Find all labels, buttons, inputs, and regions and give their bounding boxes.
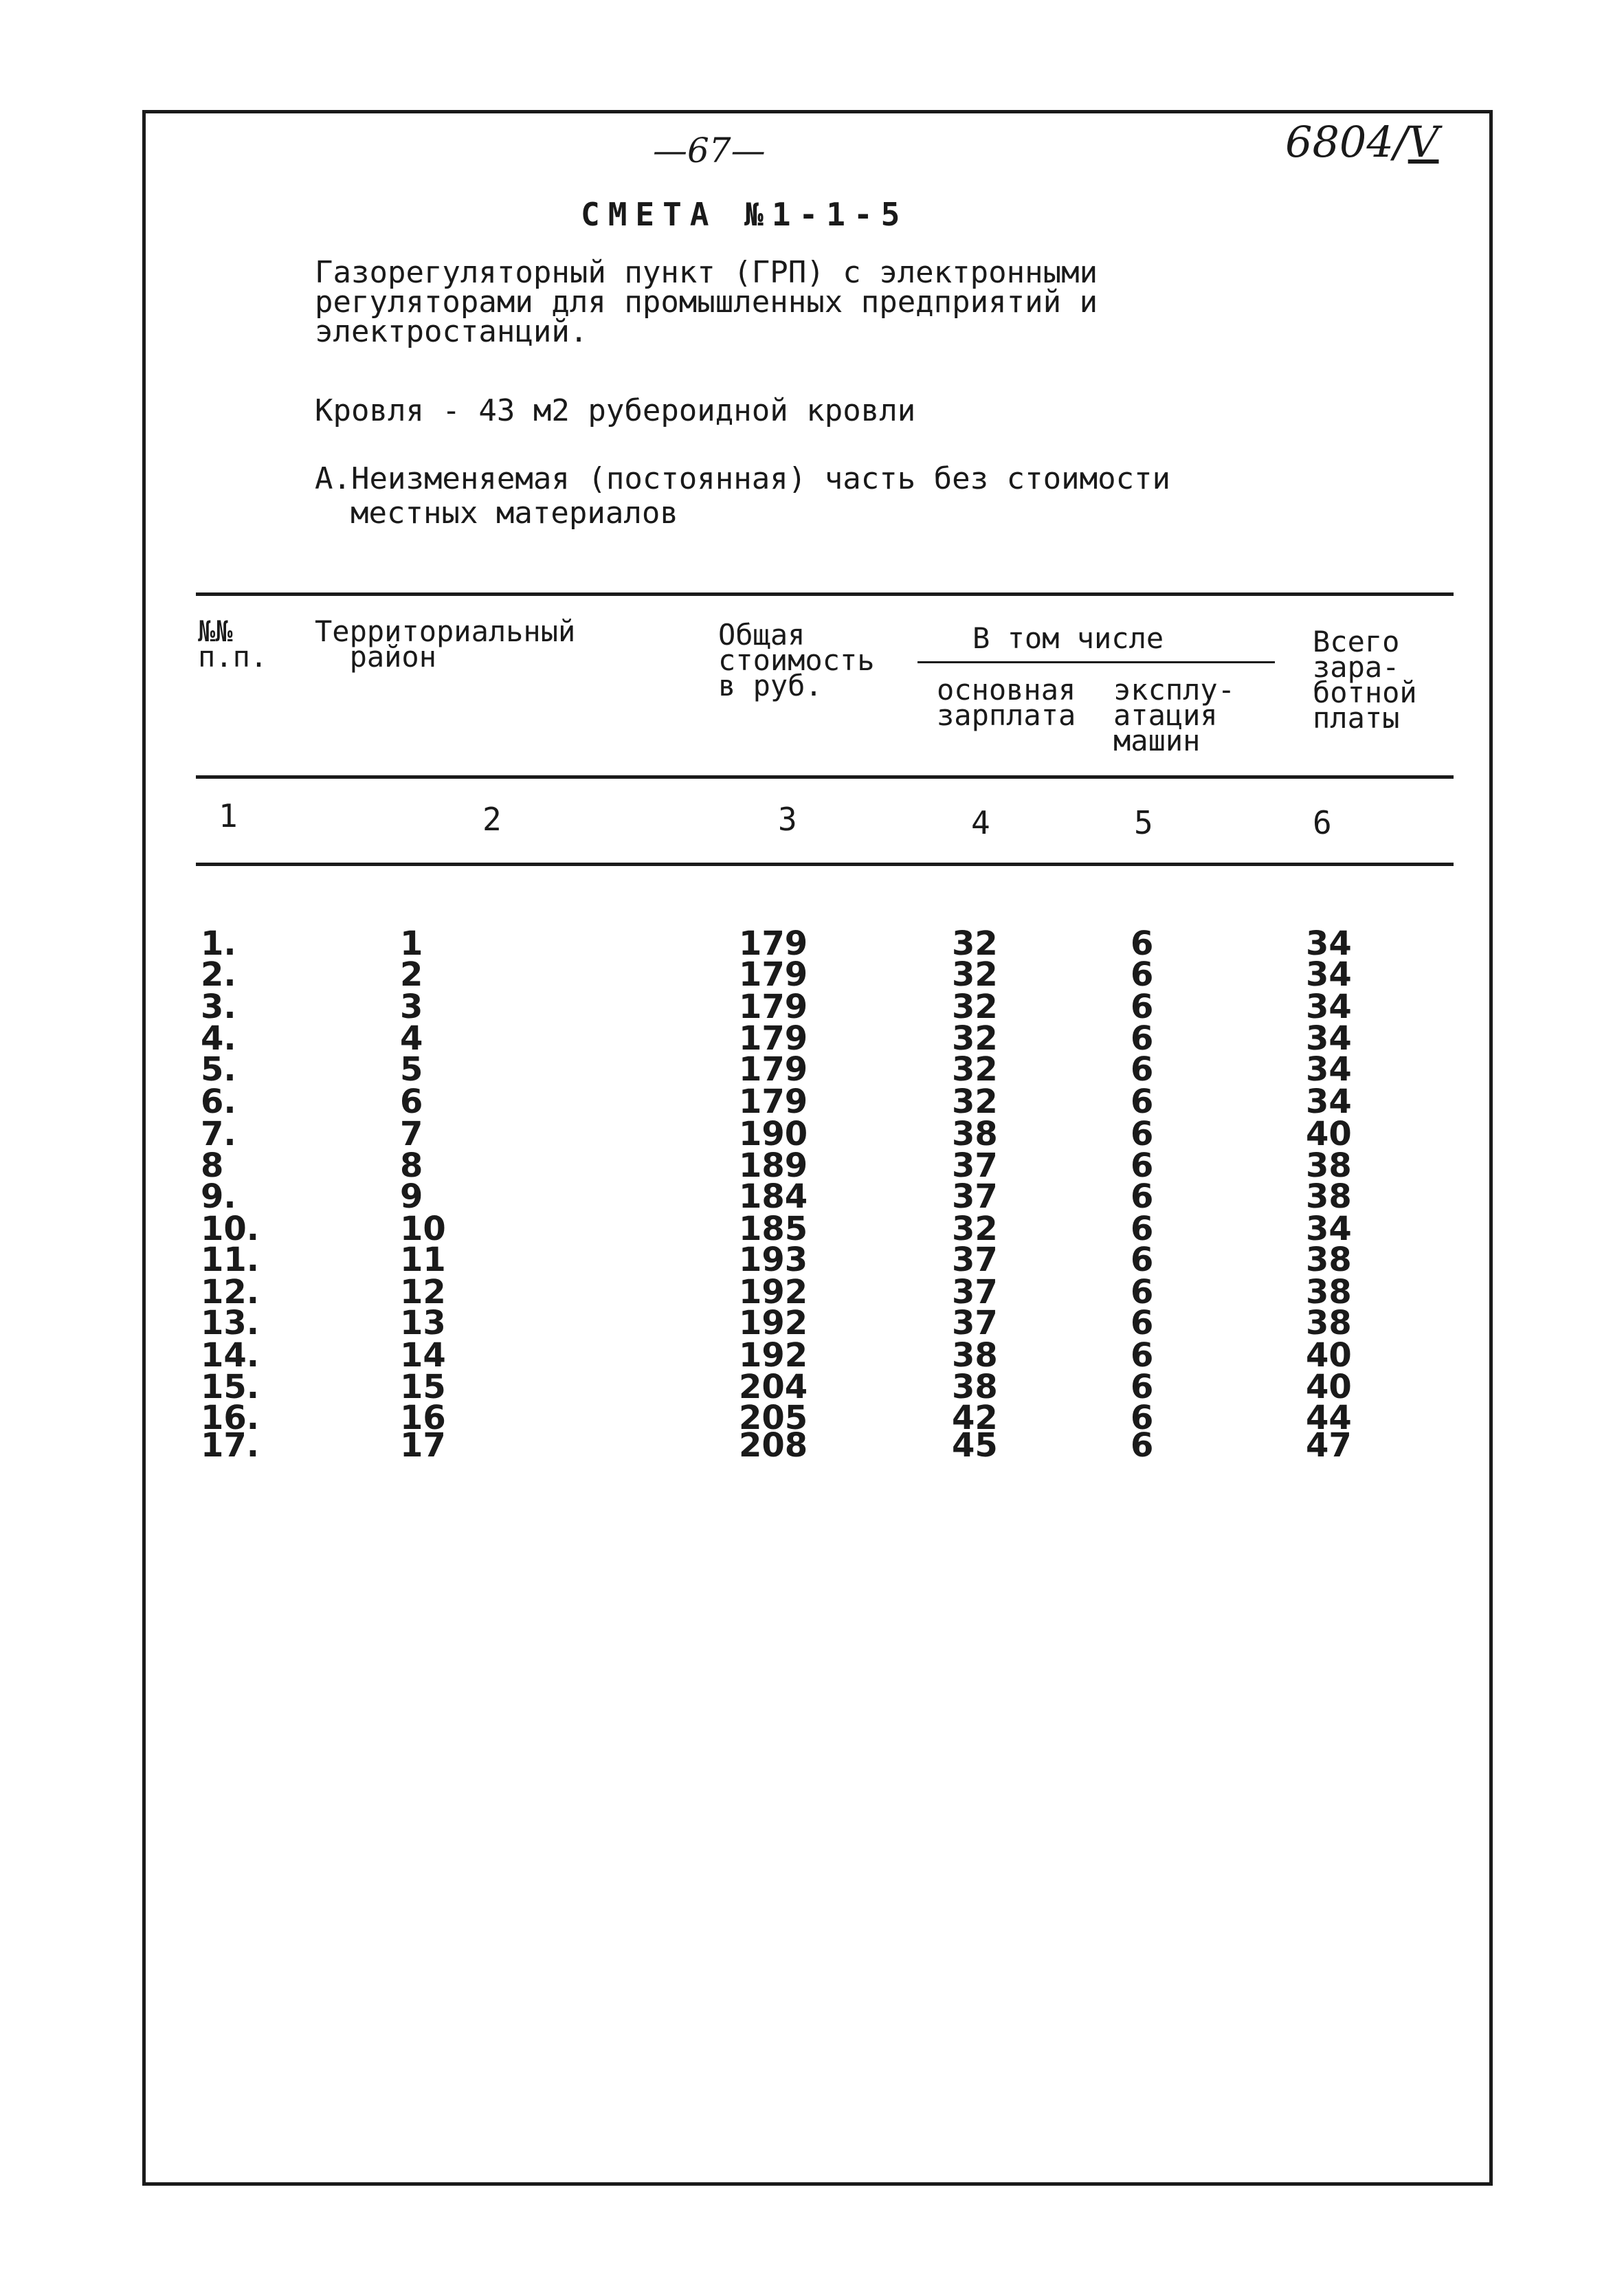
- header-total-wages: Всего зара- ботной платы: [1313, 625, 1417, 735]
- machine-cell: 6: [1131, 1050, 1154, 1089]
- column-number: 4: [971, 804, 990, 841]
- row-number: 12.: [201, 1273, 260, 1311]
- total-cost-cell: 184: [739, 1177, 808, 1216]
- column-numbers-rule: [196, 863, 1454, 866]
- part-heading: А.Неизменяемая (постоянная) часть без стоимости местных материалов: [315, 461, 1171, 531]
- total-cost-cell: 192: [739, 1304, 808, 1342]
- district-cell: 6: [400, 1083, 423, 1121]
- row-number: 8: [201, 1146, 224, 1185]
- total-wages-cell: 34: [1306, 1083, 1352, 1121]
- salary-cell: 45: [952, 1426, 998, 1465]
- district-cell: 5: [400, 1050, 423, 1089]
- total-cost-cell: 205: [739, 1399, 808, 1437]
- total-cost-cell: 193: [739, 1241, 808, 1279]
- district-cell: 17: [400, 1426, 446, 1465]
- machine-cell: 6: [1131, 988, 1154, 1026]
- salary-cell: 37: [952, 1177, 998, 1216]
- district-cell: 4: [400, 1019, 423, 1058]
- district-cell: 15: [400, 1368, 446, 1406]
- salary-cell: 42: [952, 1399, 998, 1437]
- machine-cell: 6: [1131, 1083, 1154, 1121]
- column-number: 3: [778, 801, 797, 838]
- row-number: 11.: [201, 1241, 260, 1279]
- district-cell: 3: [400, 988, 423, 1026]
- total-wages-cell: 40: [1306, 1336, 1352, 1375]
- total-wages-cell: 38: [1306, 1177, 1352, 1216]
- district-cell: 8: [400, 1146, 423, 1185]
- machine-cell: 6: [1131, 1368, 1154, 1406]
- estimate-title: СМЕТА №1-1-5: [581, 196, 909, 233]
- row-number: 4.: [201, 1019, 236, 1058]
- district-cell: 12: [400, 1273, 446, 1311]
- machine-cell: 6: [1131, 1273, 1154, 1311]
- page-number: —67—: [653, 131, 766, 170]
- salary-cell: 38: [952, 1336, 998, 1375]
- table-top-rule: [196, 592, 1454, 596]
- column-number: 2: [482, 801, 502, 838]
- header-total-cost: Общая стоимость в руб.: [718, 618, 875, 702]
- machine-cell: 6: [1131, 1177, 1154, 1216]
- total-wages-cell: 38: [1306, 1304, 1352, 1342]
- total-wages-cell: 34: [1306, 1210, 1352, 1248]
- machine-cell: 6: [1131, 1336, 1154, 1375]
- total-wages-cell: 40: [1306, 1115, 1352, 1153]
- header-including: В том числе: [972, 621, 1164, 655]
- district-cell: 9: [400, 1177, 423, 1216]
- row-number: 10.: [201, 1210, 260, 1248]
- machine-cell: 6: [1131, 955, 1154, 994]
- machine-cell: 6: [1131, 924, 1154, 963]
- total-cost-cell: 190: [739, 1115, 808, 1153]
- row-number: 13.: [201, 1304, 260, 1342]
- salary-cell: 32: [952, 1210, 998, 1248]
- object-description: Газорегуляторный пункт (ГРП) с электронными регуляторами для промышленных предприятий и электростанций.: [315, 255, 1098, 349]
- machine-cell: 6: [1131, 1146, 1154, 1185]
- machine-cell: 6: [1131, 1241, 1154, 1279]
- machine-cell: 6: [1131, 1304, 1154, 1342]
- document-code: 6804/V: [1285, 117, 1439, 167]
- column-number: 6: [1313, 804, 1332, 841]
- roof-line: Кровля - 43 м2 рубероидной кровли: [315, 393, 916, 428]
- document-code-suffix: V: [1408, 117, 1439, 167]
- salary-cell: 38: [952, 1368, 998, 1406]
- header-basic-salary: основная зарплата: [937, 673, 1076, 732]
- total-wages-cell: 38: [1306, 1146, 1352, 1185]
- total-wages-cell: 34: [1306, 988, 1352, 1026]
- salary-cell: 37: [952, 1146, 998, 1185]
- machine-cell: 6: [1131, 1115, 1154, 1153]
- total-wages-cell: 44: [1306, 1399, 1352, 1437]
- salary-cell: 32: [952, 1019, 998, 1058]
- district-cell: 1: [400, 924, 423, 963]
- total-wages-cell: 38: [1306, 1273, 1352, 1311]
- row-number: 2.: [201, 955, 236, 994]
- total-cost-cell: 179: [739, 955, 808, 994]
- salary-cell: 32: [952, 1083, 998, 1121]
- machine-cell: 6: [1131, 1426, 1154, 1465]
- total-cost-cell: 179: [739, 988, 808, 1026]
- header-machine-operation: эксплу- атация машин: [1113, 673, 1236, 757]
- district-cell: 11: [400, 1241, 446, 1279]
- total-wages-cell: 34: [1306, 955, 1352, 994]
- row-number: 6.: [201, 1083, 236, 1121]
- district-cell: 7: [400, 1115, 423, 1153]
- total-cost-cell: 179: [739, 1050, 808, 1089]
- row-number: 14.: [201, 1336, 260, 1375]
- salary-cell: 38: [952, 1115, 998, 1153]
- row-number: 3.: [201, 988, 236, 1026]
- salary-cell: 37: [952, 1304, 998, 1342]
- district-cell: 10: [400, 1210, 446, 1248]
- column-number: 5: [1134, 804, 1153, 841]
- total-cost-cell: 204: [739, 1368, 808, 1406]
- row-number: 9.: [201, 1177, 236, 1216]
- salary-cell: 32: [952, 955, 998, 994]
- total-cost-cell: 179: [739, 924, 808, 963]
- row-number: 15.: [201, 1368, 260, 1406]
- total-cost-cell: 179: [739, 1083, 808, 1121]
- total-cost-cell: 208: [739, 1426, 808, 1465]
- machine-cell: 6: [1131, 1210, 1154, 1248]
- salary-cell: 37: [952, 1273, 998, 1311]
- row-number: 5.: [201, 1050, 236, 1089]
- district-cell: 13: [400, 1304, 446, 1342]
- total-wages-cell: 40: [1306, 1368, 1352, 1406]
- header-no: №№ п.п.: [198, 614, 268, 674]
- header-bottom-rule: [196, 775, 1454, 779]
- total-wages-cell: 34: [1306, 1019, 1352, 1058]
- total-cost-cell: 179: [739, 1019, 808, 1058]
- total-wages-cell: 34: [1306, 924, 1352, 963]
- district-cell: 14: [400, 1336, 446, 1375]
- total-cost-cell: 192: [739, 1273, 808, 1311]
- row-number: 1.: [201, 924, 236, 963]
- total-wages-cell: 38: [1306, 1241, 1352, 1279]
- district-cell: 16: [400, 1399, 446, 1437]
- salary-cell: 32: [952, 1050, 998, 1089]
- total-cost-cell: 185: [739, 1210, 808, 1248]
- incl-underline: [917, 661, 1275, 663]
- row-number: 16.: [201, 1399, 260, 1437]
- salary-cell: 37: [952, 1241, 998, 1279]
- total-cost-cell: 192: [739, 1336, 808, 1375]
- machine-cell: 6: [1131, 1399, 1154, 1437]
- row-number: 7.: [201, 1115, 236, 1153]
- total-wages-cell: 34: [1306, 1050, 1352, 1089]
- machine-cell: 6: [1131, 1019, 1154, 1058]
- total-cost-cell: 189: [739, 1146, 808, 1185]
- total-wages-cell: 47: [1306, 1426, 1352, 1465]
- district-cell: 2: [400, 955, 423, 994]
- salary-cell: 32: [952, 924, 998, 963]
- row-number: 17.: [201, 1426, 260, 1465]
- column-number: 1: [219, 797, 238, 834]
- header-district: Территориальный район: [315, 614, 576, 674]
- salary-cell: 32: [952, 988, 998, 1026]
